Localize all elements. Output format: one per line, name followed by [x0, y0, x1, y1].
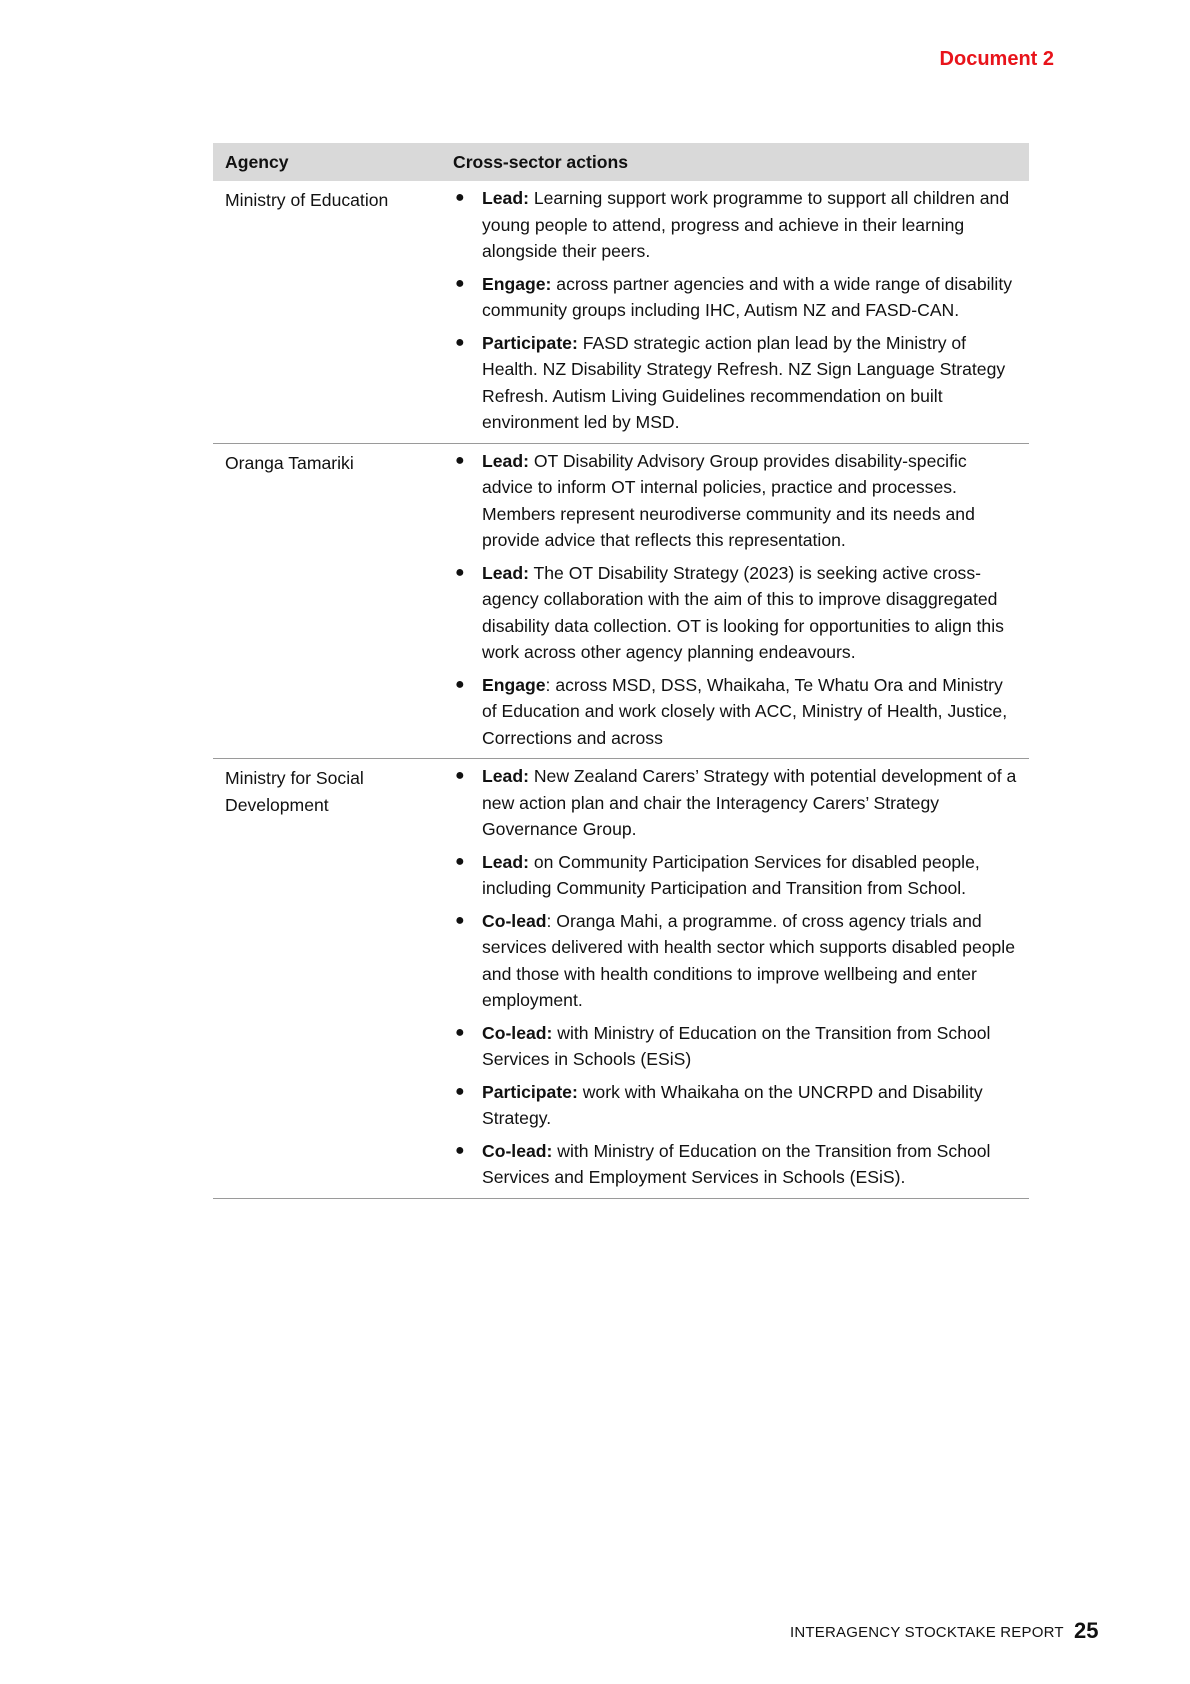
- column-header-actions: Cross-sector actions: [441, 143, 1029, 181]
- bullet-icon: ●: [455, 911, 465, 929]
- actions-list: [453, 763, 1017, 1191]
- list-item: [453, 185, 1017, 265]
- action-text: across partner agencies and with a wide range of disability community groups including IHC, Autism NZ and FASD-CAN.: [482, 273, 1013, 320]
- action-text: work with Whaikaha on the UNCRPD and Disability Strategy.: [482, 1081, 983, 1128]
- bullet-icon: ●: [455, 1082, 465, 1100]
- bullet-icon: ●: [455, 1023, 465, 1041]
- bullet-icon: ●: [455, 563, 465, 581]
- list-item: [453, 908, 1017, 1014]
- list-item: [453, 271, 1017, 324]
- action-text: OT Disability Advisory Group provides disability-specific advice to inform OT internal policies, practice and processes. Members represent neurodiverse community and its needs and provide advice that reflects this representation.: [482, 450, 975, 550]
- footer-report-title: INTERAGENCY STOCKTAKE REPORT: [790, 1624, 1064, 1641]
- action-keyword: Lead:: [482, 188, 529, 208]
- actions-list: [453, 185, 1017, 436]
- agency-cell: Ministry for Social Development: [213, 759, 441, 1199]
- table-header-row: [213, 143, 1029, 181]
- list-item: [453, 763, 1017, 843]
- action-keyword: Participate:: [482, 332, 578, 353]
- list-item: [453, 1138, 1017, 1191]
- list-item: [453, 1079, 1017, 1132]
- actions-cell: [441, 759, 1029, 1199]
- table-row: [213, 443, 1029, 759]
- bullet-icon: ●: [455, 852, 465, 870]
- list-item: [453, 560, 1017, 666]
- action-text: FASD strategic action plan lead by the Ministry of Health. NZ Disability Strategy Refresh. NZ Sign Language Strategy Refresh. Autism Living Guidelines recommendation on built environment led by MSD.: [482, 332, 1006, 432]
- actions-list: [453, 448, 1017, 752]
- action-text: with Ministry of Education on the Transition from School Services in Schools (ESiS): [482, 1022, 991, 1069]
- action-keyword: Engage: [482, 674, 546, 695]
- action-text: : Oranga Mahi, a programme. of cross agency trials and services delivered with health sector which supports disabled people and those with health conditions to improve wellbeing and enter employment.: [482, 910, 1015, 1010]
- list-item: [453, 448, 1017, 554]
- action-keyword: Co-lead:: [482, 1140, 553, 1161]
- action-keyword: Lead:: [482, 562, 529, 583]
- bullet-icon: ●: [455, 333, 465, 351]
- action-keyword: Lead:: [482, 766, 529, 786]
- agency-cell: Ministry of Education: [213, 181, 441, 443]
- action-text: The OT Disability Strategy (2023) is seeking active cross-agency collaboration with the aim of this to improve disaggregated disability data collection. OT is looking for opportunities to align this work across other agency planning endeavours.: [482, 562, 1004, 662]
- action-keyword: Lead:: [482, 450, 529, 471]
- actions-cell: [441, 181, 1029, 443]
- action-keyword: Co-lead:: [482, 1022, 553, 1043]
- bullet-icon: ●: [455, 1141, 465, 1159]
- action-text: with Ministry of Education on the Transition from School Services and Employment Services in Schools (ESiS).: [482, 1140, 991, 1187]
- action-keyword: Lead:: [482, 851, 529, 872]
- list-item: [453, 330, 1017, 436]
- bullet-icon: ●: [455, 274, 465, 292]
- bullet-icon: ●: [455, 451, 465, 469]
- document-label: Document 2: [939, 48, 1054, 70]
- table-row: [213, 759, 1029, 1199]
- agency-cell: Oranga Tamariki: [213, 443, 441, 759]
- action-text: : across MSD, DSS, Whaikaha, Te Whatu Ora and Ministry of Education and work closely with ACC, Ministry of Health, Justice, Corrections and across: [482, 674, 1008, 748]
- list-item: [453, 849, 1017, 902]
- action-keyword: Participate:: [482, 1081, 578, 1102]
- bullet-icon: ●: [455, 189, 465, 206]
- list-item: [453, 1020, 1017, 1073]
- cross-sector-actions-table: [213, 143, 1029, 1199]
- page-number: 25: [1074, 1618, 1099, 1643]
- action-text: New Zealand Carers’ Strategy with potential development of a new action plan and chair the Interagency Carers’ Strategy Governance Group.: [482, 766, 1017, 839]
- action-keyword: Co-lead: [482, 910, 547, 931]
- action-text: Learning support work programme to support all children and young people to attend, progress and achieve in their learning alongside their peers.: [482, 188, 1010, 261]
- actions-cell: [441, 443, 1029, 759]
- action-keyword: Engage:: [482, 273, 552, 294]
- table-row: [213, 181, 1029, 443]
- list-item: [453, 672, 1017, 752]
- bullet-icon: ●: [455, 675, 465, 693]
- action-text: on Community Participation Services for disabled people, including Community Participation and Transition from School.: [482, 851, 980, 898]
- column-header-agency: Agency: [213, 143, 441, 181]
- bullet-icon: ●: [455, 767, 465, 784]
